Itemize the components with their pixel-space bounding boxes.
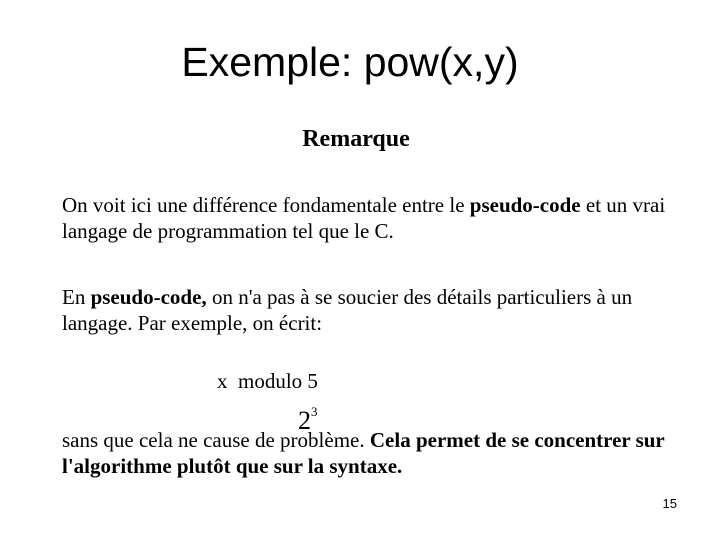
paragraph-text: on n'a pas à se soucier des détails particuliers à un langage. Par exemple, on écrit: [62,285,633,335]
bold-term-pseudo-code: pseudo-code, [90,285,207,309]
code-example-modulo: x modulo 5 [217,369,318,393]
paragraph-text: sans que cela ne cause de problème. [62,428,370,452]
paragraph-text: En [62,285,91,309]
slide-subtitle: Remarque [302,126,410,152]
formula-exponent: 3 [311,404,318,419]
formula-base: 2 [298,406,311,435]
bold-term-pseudo-code: pseudo-code [469,193,581,217]
slide-title: Exemple: pow(x,y) [181,39,519,85]
bold-conclusion: Cela permet de se concentrer sur l'algorithme plutôt que sur la syntaxe. [62,428,665,478]
paragraph-text: et un vrai langage de programmation tel que le C. [62,193,666,243]
paragraph-conclusion [62,427,682,479]
paragraph-pseudo-code [62,284,682,336]
paragraph-text: On voit ici une différence fondamentale entre le [62,193,470,217]
paragraph-difference [62,192,682,244]
page-number: 15 [662,496,677,511]
